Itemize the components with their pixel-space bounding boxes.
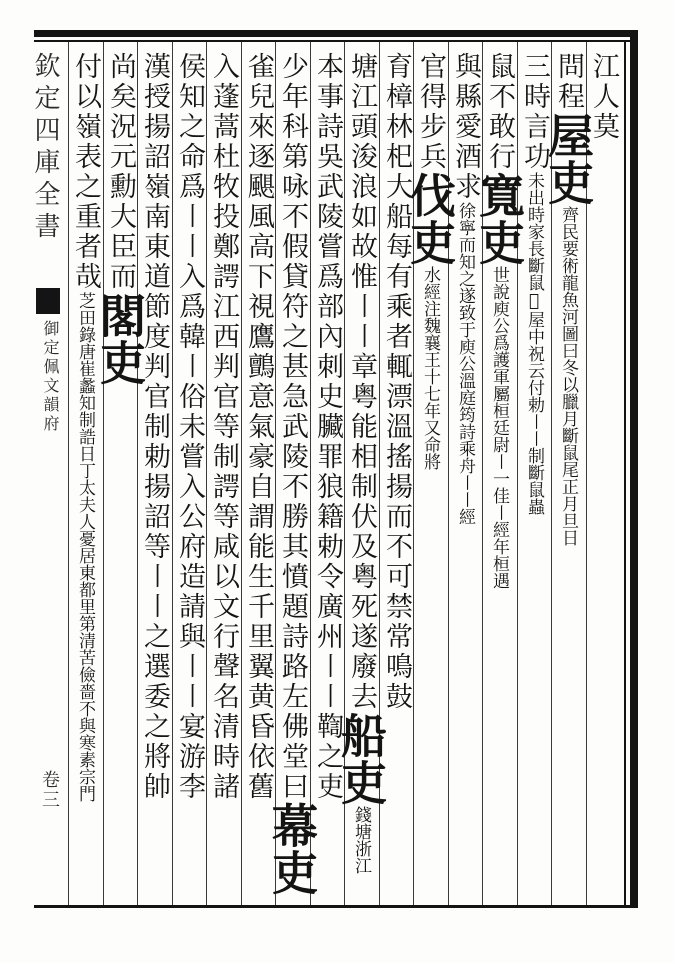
text-column xyxy=(541,52,595,900)
column-text: 官得步兵 xyxy=(415,52,446,172)
text-column xyxy=(310,52,344,900)
column-text: 三時言功 xyxy=(519,52,550,172)
column-text: 江人莫 xyxy=(588,52,619,142)
column-text: 鼠不敢行 xyxy=(484,52,515,172)
text-column xyxy=(206,52,240,900)
commentary-text: 芝田錄唐崔蠡知制誥日丁太夫人憂居東都里第清苦儉嗇不與寒素宗門 xyxy=(75,292,95,802)
headword: 閣吏 xyxy=(93,292,147,386)
column-text: 侯知之命爲〡〡入爲韓〡俗未嘗入公府造請與〡〡宴游李 xyxy=(174,52,205,802)
text-column xyxy=(334,52,388,900)
text-column xyxy=(241,52,275,900)
commentary-text: 未出時家長斷鼠𤼵屋中祝云付勅〡〡制斷鼠蟲 xyxy=(524,172,544,515)
column-text: 少年科第咏不假貸符之甚急武陵不勝其憤題詩路左佛堂曰 xyxy=(277,52,308,802)
page-number: 卷三 xyxy=(39,770,60,810)
margin-subtitle: 御定佩文韻府 xyxy=(41,320,60,434)
column-text: 漢授揚詔嶺南東道節度判官制勅揚詔等〡〡之選委之將帥 xyxy=(139,52,170,802)
commentary-text: 齊民要術龍魚河圖曰冬以臘月斷鼠尾正月旦日 xyxy=(558,206,578,546)
text-column xyxy=(265,52,319,900)
border-top xyxy=(34,30,638,37)
text-column xyxy=(93,52,147,900)
border-right xyxy=(630,30,638,908)
border-right-inner xyxy=(624,40,626,908)
column-text: 付以嶺表之重者哉 xyxy=(70,52,101,292)
column-text: 育樟林𣏌大船每有乘者輒漂溫搖揚而不可禁常鳴鼓 xyxy=(381,52,412,712)
headword: 幕吏 xyxy=(265,802,319,896)
column-text: 入蓬蒿杜牧投鄭諤江西判官等制諤等咸以文行聲名清時諸 xyxy=(208,52,239,802)
commentary-text: 徐寧而知之遂致于庾公溫庭筠詩乘舟〡〡經 xyxy=(455,202,475,525)
column-text: 雀兒來逐颶風高下視鷹鸇意氣豪自謂能生千里翼黄昏依舊 xyxy=(243,52,274,802)
commentary-text: 世說庾公爲護軍屬桓廷尉〡一佳〡經年桓遇 xyxy=(489,266,509,589)
text-column xyxy=(403,52,457,900)
fishtail-mark xyxy=(36,288,60,314)
column-text: 塘江頭浚浪如故惟〡〡章粤能相制伏及粤死遂廢去 xyxy=(346,52,377,712)
column-text: 問程 xyxy=(553,52,584,112)
headword: 伐吏 xyxy=(403,172,457,266)
margin-book-title: 欽定四庫全書 xyxy=(30,52,60,244)
text-column xyxy=(137,52,171,900)
text-column xyxy=(472,52,526,900)
column-text: 本事詩吳武陵嘗爲部內刺史臟罪狼籍勅令廣州〡〡鞫之吏 xyxy=(312,52,343,802)
headword: 船吏 xyxy=(334,712,388,806)
border-bottom xyxy=(34,905,638,908)
headword: 寬吏 xyxy=(472,172,526,266)
text-column xyxy=(172,52,206,900)
border-top-inner xyxy=(34,40,638,42)
headword: 屋吏 xyxy=(541,112,595,206)
commentary-text: 水經注魏襄王十七年又命將 xyxy=(420,266,440,470)
text-column xyxy=(68,52,102,900)
commentary-text: 錢塘浙江 xyxy=(351,806,371,874)
column-text: 與縣愛酒求 xyxy=(450,52,481,202)
column-text: 尚矣況元勳大臣而 xyxy=(105,52,136,292)
